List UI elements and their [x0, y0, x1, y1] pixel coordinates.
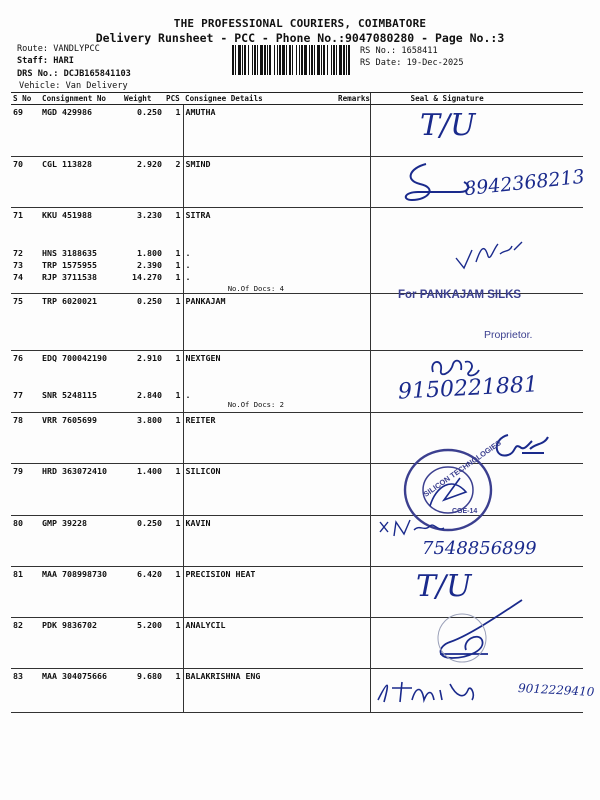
row-consignee: BALAKRISHNA ENG — [183, 668, 336, 712]
col-seal: Seal & Signature — [370, 93, 583, 105]
barcode-bar — [286, 45, 287, 75]
vehicle-line — [19, 80, 128, 92]
row-sno: 73 — [13, 259, 23, 270]
barcode-bar — [238, 45, 241, 75]
row-pcs: 1 — [164, 293, 183, 350]
row-sno: 75 — [11, 293, 40, 350]
col-remarks: Remarks — [338, 94, 371, 103]
row-consignee — [183, 388, 336, 412]
row-remarks — [336, 208, 370, 246]
barcode — [230, 45, 356, 75]
row-remarks — [336, 412, 370, 463]
row-consignment: GMP 39228 — [40, 515, 122, 566]
col-sno: S No — [11, 93, 40, 105]
row-weight: 3.230 — [137, 210, 162, 220]
barcode-bar — [257, 45, 258, 75]
barcode-bar — [269, 45, 271, 75]
row-consignment: TRP 1575955 — [42, 259, 97, 270]
table-row — [11, 105, 583, 157]
barcode-bar — [279, 45, 281, 75]
seal-sub-text: CGE-14 — [452, 508, 478, 515]
row-pcs: 1 — [164, 412, 183, 463]
barcode-bar — [333, 45, 335, 75]
col-consignee: Consignee Details — [183, 93, 336, 105]
signature-tu-81: T/U — [416, 569, 472, 604]
group-consignee — [183, 246, 336, 294]
barcode-bar — [348, 45, 350, 75]
row-consignment: HRD 363072410 — [40, 463, 122, 515]
row-remarks — [336, 566, 370, 617]
barcode-bar — [232, 45, 234, 75]
row-weight: 0.250 — [122, 515, 164, 566]
rs-no-value: 1658411 — [401, 46, 438, 56]
row-sno: 80 — [11, 515, 40, 566]
row-weight: 2.910 — [137, 352, 162, 363]
phone-70: 8942368213 — [463, 165, 586, 201]
table-header — [11, 93, 583, 105]
row-pcs: 1 — [175, 210, 181, 220]
staff-line — [17, 55, 74, 67]
barcode-bar — [242, 45, 243, 75]
barcode-bar — [244, 45, 246, 75]
barcode-bar — [252, 45, 253, 75]
signature-scribble-82 — [428, 596, 528, 666]
barcode-bar — [254, 45, 256, 75]
barcode-bar — [343, 45, 345, 75]
row-consignment: EDQ 700042190 — [42, 352, 107, 363]
row-remarks — [336, 246, 370, 294]
row-consignee: SILICON — [183, 463, 336, 515]
barcode-bar — [282, 45, 285, 75]
barcode-bar — [292, 45, 293, 75]
group-weight — [122, 246, 164, 294]
row-sno: 79 — [11, 463, 40, 515]
signature-scribble-72 — [450, 232, 530, 276]
row-remarks — [336, 350, 370, 388]
barcode-bar — [311, 45, 313, 75]
row-weight: 2.840 — [122, 388, 164, 412]
row-pcs: 1 — [175, 271, 181, 282]
row-sno: 83 — [11, 668, 40, 712]
row-remarks — [336, 293, 370, 350]
row-consignment: SNR 5248115 — [40, 388, 122, 412]
barcode-bar — [336, 45, 337, 75]
row-consignment: KKU 451988 — [42, 210, 92, 220]
barcode-bar — [304, 45, 307, 75]
row-remarks — [336, 463, 370, 515]
row-pcs: 2 — [164, 157, 183, 208]
barcode-bar — [327, 45, 328, 75]
col-pcs: PCS — [164, 93, 183, 105]
row-signature — [370, 293, 583, 350]
table-row — [11, 293, 583, 350]
barcode-bar — [317, 45, 320, 75]
route-label: Route: — [17, 44, 49, 54]
runsheet-subtitle: Delivery Runsheet - PCC - Phone No.:9047080280 - Page No.:3 — [95, 31, 505, 45]
row-sno: 69 — [11, 105, 40, 157]
staff-label: Staff: — [17, 56, 49, 66]
row-pcs: 1 — [175, 247, 181, 258]
signature-tu-69: T/U — [420, 108, 476, 143]
row-pcs: 1 — [164, 388, 183, 412]
row-sno: 70 — [11, 157, 40, 208]
barcode-bar — [277, 45, 278, 75]
row-consignment: RJP 3711538 — [42, 271, 97, 282]
group-sno — [11, 246, 40, 294]
rs-no-label: RS No.: — [360, 46, 397, 56]
row-pcs: 1 — [175, 352, 181, 363]
barcode-bar — [248, 45, 249, 75]
row-pcs: 1 — [164, 105, 183, 157]
drs-label: DRS No.: — [17, 69, 59, 79]
row-weight: 2.390 — [137, 259, 162, 270]
row-consignee: SITRA — [183, 208, 336, 246]
row-consignment: HNS 3188635 — [42, 247, 97, 258]
table-row — [11, 463, 583, 515]
row-weight: 3.800 — [122, 412, 164, 463]
row-remarks — [336, 388, 370, 412]
row-sno: 71 — [13, 210, 23, 220]
row-consignment: PDK 9836702 — [40, 617, 122, 668]
row-consignee: NEXTGEN — [183, 350, 336, 388]
barcode-bar — [289, 45, 291, 75]
row-consignment: MAA 708998730 — [40, 566, 122, 617]
barcode-bar — [331, 45, 332, 75]
phone-83: 9012229410 — [517, 681, 595, 699]
row-consignee: PRECISION HEAT — [183, 566, 336, 617]
row-weight: 1.800 — [137, 247, 162, 258]
barcode-bar — [235, 45, 236, 75]
route-line — [17, 43, 100, 55]
rs-date-value: 19-Dec-2025 — [406, 58, 464, 68]
row-weight: 9.680 — [122, 668, 164, 712]
row-sno: 78 — [11, 412, 40, 463]
drs-line — [17, 68, 131, 80]
group-pcs — [164, 246, 183, 294]
barcode-bar — [260, 45, 263, 75]
vehicle-value: Van Delivery — [65, 81, 128, 91]
signature-scribble-83 — [372, 676, 512, 708]
row-consignment: TRP 6020021 — [40, 293, 122, 350]
group-consignment — [40, 246, 122, 294]
row-consignee-name: . — [185, 390, 191, 400]
row-consignment: CGL 113828 — [40, 157, 122, 208]
row-sno: 82 — [11, 617, 40, 668]
row-pcs: 1 — [164, 668, 183, 712]
barcode-bar — [309, 45, 310, 75]
row-sno: 74 — [13, 271, 23, 282]
barcode-bar — [274, 45, 275, 75]
barcode-bar — [267, 45, 268, 75]
docs-count: No.Of Docs: 2 — [227, 400, 284, 409]
row-sno: 72 — [13, 247, 23, 258]
rs-date-label: RS Date: — [360, 58, 402, 68]
row-consignee: . — [185, 259, 191, 270]
stamp-proprietor: Proprietor. — [484, 329, 533, 341]
drs-value: DCJB165841103 — [63, 69, 131, 79]
row-pcs: 1 — [164, 463, 183, 515]
row-signature — [370, 105, 583, 157]
row-pcs: 1 — [164, 617, 183, 668]
row-consignment: MAA 304075666 — [40, 668, 122, 712]
col-consignment: Consignment No — [40, 93, 122, 105]
row-consignee: AMUTHA — [183, 105, 336, 157]
row-weight: 1.400 — [122, 463, 164, 515]
row-weight: 5.200 — [122, 617, 164, 668]
row-weight: 14.270 — [132, 271, 162, 282]
row-weight: 2.920 — [122, 157, 164, 208]
row-sno: 77 — [11, 388, 40, 412]
company-title: THE PROFESSIONAL COURIERS, COIMBATORE — [173, 17, 427, 30]
row-weight: 0.250 — [122, 293, 164, 350]
row-sno: 81 — [11, 566, 40, 617]
phone-80: 7548856899 — [422, 538, 537, 559]
row-consignment: MGD 429986 — [40, 105, 122, 157]
rs-date-line — [360, 57, 464, 69]
row-pcs: 1 — [164, 515, 183, 566]
seal-ring-text: SILICON TECHNOLOGIES — [421, 438, 503, 499]
row-consignee: . — [185, 247, 191, 258]
row-pcs: 1 — [175, 259, 181, 270]
row-remarks — [336, 515, 370, 566]
barcode-bar — [264, 45, 266, 75]
staff-value: HARI — [53, 56, 74, 66]
route-value: VANDLYPCC — [53, 44, 100, 54]
row-consignee: . — [185, 271, 191, 282]
row-remarks — [336, 617, 370, 668]
row-consignee: PANKAJAM — [183, 293, 336, 350]
barcode-bar — [299, 45, 300, 75]
barcode-bar — [296, 45, 297, 75]
row-pcs: 1 — [164, 566, 183, 617]
stamp-for-pankajam: For PANKAJAM SILKS — [398, 289, 522, 301]
barcode-bar — [301, 45, 303, 75]
docs-count: No.Of Docs: 4 — [227, 283, 284, 293]
row-consignment: VRR 7605699 — [40, 412, 122, 463]
row-consignee: SMIND — [183, 157, 336, 208]
rs-no-line — [360, 45, 438, 57]
barcode-bar — [323, 45, 325, 75]
row-weight: 6.420 — [122, 566, 164, 617]
row-consignee: REITER — [183, 412, 336, 463]
barcode-bar — [314, 45, 315, 75]
col-weight: Weight — [122, 93, 164, 105]
row-consignee: ANALYCIL — [183, 617, 336, 668]
phone-77: 9150221881 — [397, 372, 539, 405]
row-consignee: KAVIN — [183, 515, 336, 566]
row-remarks — [336, 105, 370, 157]
row-remarks — [336, 668, 370, 712]
vehicle-label: Vehicle: — [19, 81, 61, 91]
barcode-bar — [339, 45, 342, 75]
barcode-bar — [346, 45, 347, 75]
row-remarks — [336, 157, 370, 208]
row-sno: 76 — [13, 352, 23, 363]
barcode-bar — [321, 45, 322, 75]
row-weight: 0.250 — [122, 105, 164, 157]
